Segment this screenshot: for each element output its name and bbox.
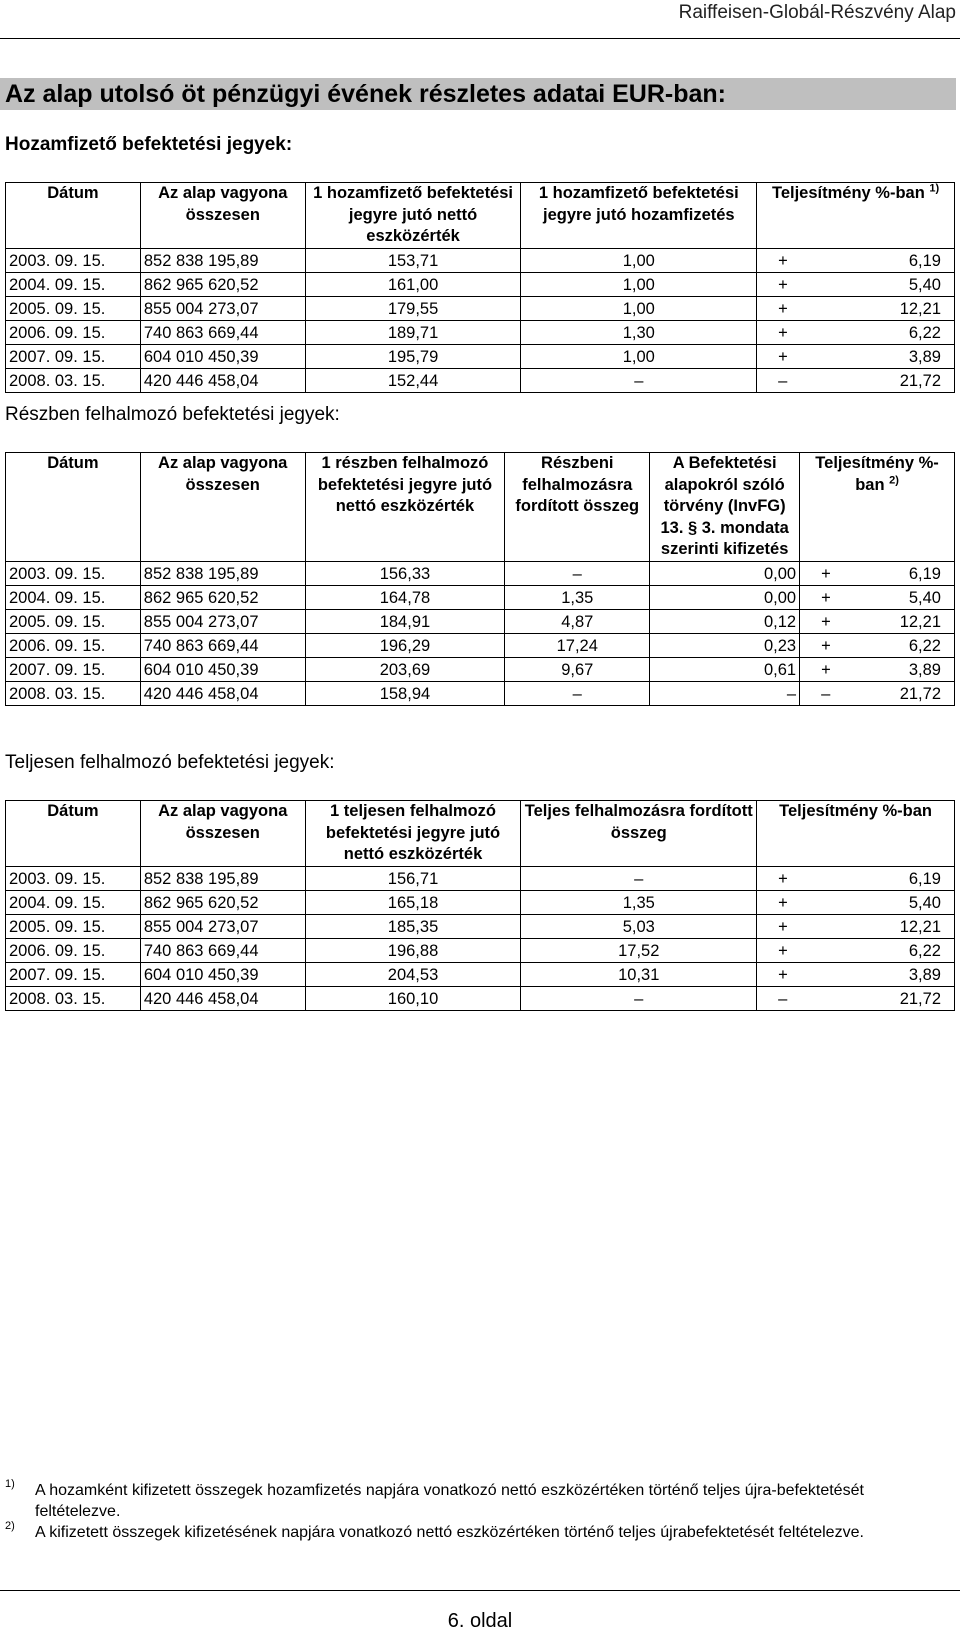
- table-row: [6, 962, 955, 986]
- cell-accumulation: 1,35: [521, 890, 757, 914]
- cell-assets: 855 004 273,07: [140, 609, 305, 633]
- header-date: Dátum: [6, 183, 141, 249]
- cell-nav: 153,71: [305, 248, 521, 272]
- table-row: [6, 585, 955, 609]
- performance-sign: +: [821, 564, 831, 583]
- performance-value: 5,40: [908, 275, 941, 294]
- performance-value: 3,89: [908, 965, 941, 984]
- cell-performance: [757, 296, 955, 320]
- cell-accumulation: 4,87: [505, 609, 650, 633]
- performance-value: 6,22: [908, 323, 941, 342]
- cell-accumulation: 5,03: [521, 914, 757, 938]
- cell-payout: 0,00: [650, 561, 800, 585]
- footnote-text: A hozamként kifizetett összegek hozamfizetés napjára vonatkozó nettó eszközértéken történő teljes újra-befektetését feltételezve.: [35, 1482, 864, 1520]
- cell-assets: 420 446 458,04: [140, 368, 305, 392]
- cell-performance: [800, 585, 955, 609]
- cell-performance: [757, 962, 955, 986]
- cell-assets: 740 863 669,44: [140, 320, 305, 344]
- cell-performance: [757, 272, 955, 296]
- cell-accumulation: 17,52: [521, 938, 757, 962]
- table-row: [6, 320, 955, 344]
- cell-accumulation: 10,31: [521, 962, 757, 986]
- cell-date: 2003. 09. 15.: [6, 561, 141, 585]
- cell-dividend: 1,00: [521, 272, 757, 296]
- table-row: [6, 681, 955, 705]
- cell-assets: 862 965 620,52: [140, 272, 305, 296]
- cell-assets: 604 010 450,39: [140, 962, 305, 986]
- cell-assets: 740 863 669,44: [140, 633, 305, 657]
- header-rule: [0, 38, 960, 39]
- cell-nav: 189,71: [305, 320, 521, 344]
- table-header-row: [6, 801, 955, 867]
- table-row: [6, 368, 955, 392]
- header-nav: 1 hozamfizető befektetési jegyre jutó nettó eszközérték: [305, 183, 521, 249]
- header-date: Dátum: [6, 453, 141, 562]
- performance-sign: –: [778, 989, 788, 1008]
- cell-performance: [757, 248, 955, 272]
- header-date: Dátum: [6, 801, 141, 867]
- table-row: [6, 344, 955, 368]
- cell-performance: [757, 320, 955, 344]
- cell-accumulation: –: [505, 681, 650, 705]
- cell-date: 2004. 09. 15.: [6, 585, 141, 609]
- footnote-mark: 2): [5, 1520, 15, 1532]
- cell-nav: 196,29: [305, 633, 505, 657]
- performance-value: 6,22: [908, 941, 941, 960]
- cell-performance: [800, 657, 955, 681]
- cell-accumulation: –: [521, 986, 757, 1010]
- cell-date: 2008. 03. 15.: [6, 986, 141, 1010]
- cell-date: 2003. 09. 15.: [6, 248, 141, 272]
- performance-sign: –: [778, 371, 788, 390]
- performance-value: 21,72: [899, 989, 941, 1008]
- cell-date: 2004. 09. 15.: [6, 272, 141, 296]
- performance-value: 12,21: [899, 299, 941, 318]
- cell-assets: 740 863 669,44: [140, 938, 305, 962]
- cell-accumulation: –: [521, 866, 757, 890]
- cell-nav: 165,18: [305, 890, 521, 914]
- performance-sign: +: [778, 941, 788, 960]
- performance-sign: +: [778, 869, 788, 888]
- cell-performance: [800, 609, 955, 633]
- performance-sign: +: [821, 660, 831, 679]
- cell-dividend: –: [521, 368, 757, 392]
- performance-sign: –: [821, 684, 831, 703]
- table-row: [6, 890, 955, 914]
- header-assets: Az alap vagyona összesen: [140, 801, 305, 867]
- cell-nav: 160,10: [305, 986, 521, 1010]
- performance-sign: +: [778, 299, 788, 318]
- header-performance: [800, 453, 955, 562]
- performance-value: 6,19: [908, 564, 941, 583]
- cell-date: 2005. 09. 15.: [6, 296, 141, 320]
- cell-nav: 184,91: [305, 609, 505, 633]
- performance-sign: +: [778, 275, 788, 294]
- cell-dividend: 1,00: [521, 296, 757, 320]
- header-assets: Az alap vagyona összesen: [140, 183, 305, 249]
- cell-payout: 0,61: [650, 657, 800, 681]
- footnote-text: A kifizetett összegek kifizetésének napjára vonatkozó nettó eszközértéken történő teljes újrabefektetését feltételezve.: [35, 1524, 864, 1541]
- performance-sign: +: [778, 917, 788, 936]
- table-partial-accumulating: [5, 452, 955, 706]
- cell-nav: 195,79: [305, 344, 521, 368]
- cell-assets: 420 446 458,04: [140, 681, 305, 705]
- table-row: [6, 657, 955, 681]
- table-header-row: [6, 183, 955, 249]
- performance-sign: +: [821, 588, 831, 607]
- cell-date: 2005. 09. 15.: [6, 609, 141, 633]
- cell-nav: 196,88: [305, 938, 521, 962]
- cell-nav: 156,33: [305, 561, 505, 585]
- cell-assets: 852 838 195,89: [140, 248, 305, 272]
- cell-accumulation: 9,67: [505, 657, 650, 681]
- performance-value: 21,72: [899, 371, 941, 390]
- cell-accumulation: 17,24: [505, 633, 650, 657]
- footnote-ref: 1): [929, 182, 940, 195]
- cell-nav: 203,69: [305, 657, 505, 681]
- cell-payout: 0,23: [650, 633, 800, 657]
- table-row: [6, 248, 955, 272]
- cell-nav: 152,44: [305, 368, 521, 392]
- performance-value: 5,40: [908, 893, 941, 912]
- performance-value: 6,22: [908, 636, 941, 655]
- table-row: [6, 866, 955, 890]
- footnote-1: [5, 1480, 945, 1522]
- table-row: [6, 633, 955, 657]
- cell-assets: 420 446 458,04: [140, 986, 305, 1010]
- cell-performance: [757, 368, 955, 392]
- performance-value: 6,19: [908, 869, 941, 888]
- cell-performance: [757, 890, 955, 914]
- cell-date: 2007. 09. 15.: [6, 657, 141, 681]
- cell-date: 2008. 03. 15.: [6, 368, 141, 392]
- performance-value: 5,40: [908, 588, 941, 607]
- table-row: [6, 914, 955, 938]
- page-title: Az alap utolsó öt pénzügyi évének részletes adatai EUR-ban:: [0, 78, 956, 110]
- cell-accumulation: 1,35: [505, 585, 650, 609]
- footnote-ref: 2): [889, 474, 899, 486]
- cell-date: 2007. 09. 15.: [6, 962, 141, 986]
- cell-payout: 0,00: [650, 585, 800, 609]
- header-performance-label: Teljesítmény %-ban: [771, 184, 925, 202]
- cell-performance: [757, 938, 955, 962]
- cell-payout: –: [650, 681, 800, 705]
- cell-payout: 0,12: [650, 609, 800, 633]
- cell-date: 2005. 09. 15.: [6, 914, 141, 938]
- performance-sign: +: [778, 347, 788, 366]
- cell-dividend: 1,00: [521, 248, 757, 272]
- performance-value: 21,72: [899, 684, 941, 703]
- cell-assets: 852 838 195,89: [140, 561, 305, 585]
- performance-value: 12,21: [899, 612, 941, 631]
- cell-assets: 855 004 273,07: [140, 296, 305, 320]
- performance-value: 6,19: [908, 251, 941, 270]
- performance-sign: +: [778, 251, 788, 270]
- cell-assets: 862 965 620,52: [140, 890, 305, 914]
- cell-assets: 604 010 450,39: [140, 344, 305, 368]
- table-header-row: [6, 453, 955, 562]
- header-performance-label: Teljesítmény %-ban: [815, 454, 939, 494]
- header-nav: 1 teljesen felhalmozó befektetési jegyre jutó nettó eszközérték: [305, 801, 521, 867]
- table-full-accumulating: [5, 800, 955, 1011]
- header-payout: A Befektetési alapokról szóló törvény (InvFG) 13. § 3. mondata szerinti kifizetés: [650, 453, 800, 562]
- cell-date: 2006. 09. 15.: [6, 320, 141, 344]
- cell-dividend: 1,00: [521, 344, 757, 368]
- table-row: [6, 272, 955, 296]
- cell-performance: [800, 681, 955, 705]
- header-assets: Az alap vagyona összesen: [140, 453, 305, 562]
- performance-sign: +: [821, 612, 831, 631]
- cell-date: 2007. 09. 15.: [6, 344, 141, 368]
- cell-nav: 164,78: [305, 585, 505, 609]
- cell-date: 2006. 09. 15.: [6, 633, 141, 657]
- cell-performance: [757, 914, 955, 938]
- cell-assets: 604 010 450,39: [140, 657, 305, 681]
- performance-sign: +: [778, 893, 788, 912]
- cell-date: 2004. 09. 15.: [6, 890, 141, 914]
- cell-date: 2008. 03. 15.: [6, 681, 141, 705]
- header-accumulation: Teljes felhalmozásra fordított összeg: [521, 801, 757, 867]
- section-title-full-accumulating: Teljesen felhalmozó befektetési jegyek:: [5, 752, 335, 773]
- cell-nav: 161,00: [305, 272, 521, 296]
- header-nav: 1 részben felhalmozó befektetési jegyre jutó nettó eszközérték: [305, 453, 505, 562]
- section-title-dividend-units: Hozamfizető befektetési jegyek:: [5, 134, 293, 155]
- performance-sign: +: [778, 965, 788, 984]
- footnote-mark: 1): [5, 1478, 15, 1490]
- table-dividend-units: [5, 182, 955, 393]
- page-number: 6. oldal: [447, 1610, 513, 1632]
- header-performance: Teljesítmény %-ban: [757, 801, 955, 867]
- cell-nav: 185,35: [305, 914, 521, 938]
- running-header-title: Raiffeisen-Globál-Részvény Alap: [678, 2, 956, 23]
- cell-performance: [800, 633, 955, 657]
- table-row: [6, 938, 955, 962]
- cell-performance: [757, 866, 955, 890]
- performance-value: 3,89: [908, 347, 941, 366]
- table-row: [6, 609, 955, 633]
- section-title-partial-accumulating: Részben felhalmozó befektetési jegyek:: [5, 404, 340, 425]
- cell-dividend: 1,30: [521, 320, 757, 344]
- cell-performance: [757, 344, 955, 368]
- footnotes: [5, 1480, 945, 1543]
- header-accumulation: Részbeni felhalmozásra fordított összeg: [505, 453, 650, 562]
- performance-sign: +: [821, 636, 831, 655]
- performance-value: 3,89: [908, 660, 941, 679]
- cell-nav: 156,71: [305, 866, 521, 890]
- performance-sign: +: [778, 323, 788, 342]
- cell-nav: 158,94: [305, 681, 505, 705]
- table-row: [6, 986, 955, 1010]
- cell-performance: [800, 561, 955, 585]
- cell-assets: 852 838 195,89: [140, 866, 305, 890]
- header-dividend: 1 hozamfizető befektetési jegyre jutó hozamfizetés: [521, 183, 757, 249]
- performance-value: 12,21: [899, 917, 941, 936]
- cell-assets: 862 965 620,52: [140, 585, 305, 609]
- header-performance: [757, 183, 955, 249]
- table-row: [6, 296, 955, 320]
- table-row: [6, 561, 955, 585]
- footer-rule: [0, 1590, 960, 1591]
- cell-nav: 204,53: [305, 962, 521, 986]
- footnote-2: [5, 1522, 945, 1543]
- cell-date: 2003. 09. 15.: [6, 866, 141, 890]
- cell-performance: [757, 986, 955, 1010]
- cell-date: 2006. 09. 15.: [6, 938, 141, 962]
- cell-accumulation: –: [505, 561, 650, 585]
- cell-nav: 179,55: [305, 296, 521, 320]
- cell-assets: 855 004 273,07: [140, 914, 305, 938]
